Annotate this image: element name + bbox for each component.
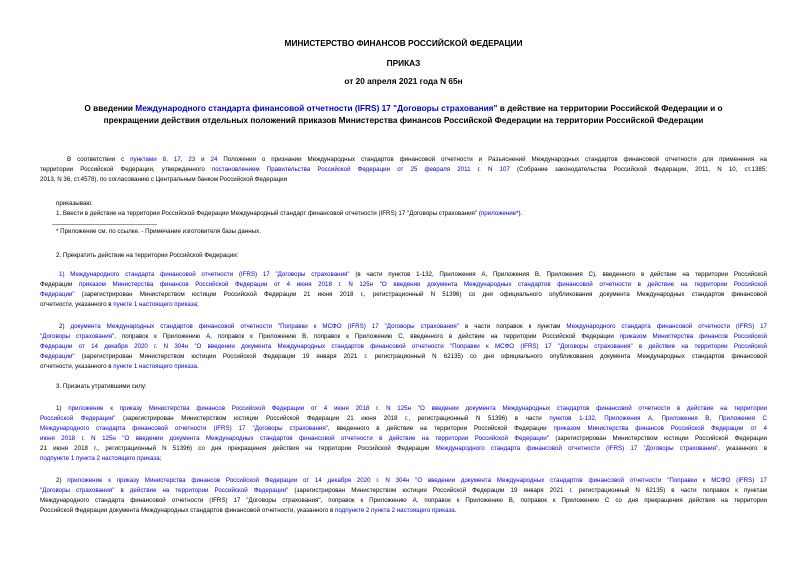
text: , поправок к Приложению A, поправок к Приложению B, поправок к Приложению C, введенного в действие на территории Российской Федерации [114,333,620,340]
text: Положения о признании Международных стандартов финансовой отчетности и Разъяснений Международных стандартов финансовой отчетности для применения на [217,156,767,163]
text: , [180,156,189,163]
appendix-125n-link[interactable]: приложение к приказу Министерства финансов Российской Федерации от 4 июня 2018 г. N 125н "О введении документа Международных стандартов финансовой отчетности в действие на территории [68,405,767,412]
footnote: * Приложение см. по ссылке. - Примечание изготовителя базы данных. [56,228,261,235]
point-24-link[interactable]: 24 [210,156,218,163]
item-1-ref-link[interactable]: пункте 1 настоящего приказа [113,363,197,370]
text: 2) [56,477,68,484]
order-125n-link[interactable]: приказом Министерства финансов Российской Федерации от 4 июня 2018 г. N 125н "О введении документа Международных стандартов финансовой отчетности в действие на территории Российской [79,281,767,288]
item-2-2-line-3 [40,342,767,351]
text: 1. Ввести в действие на территории Российской Федерации Международный стандарт финансовой отчетности (IFRS) 17 "Договоры страхования" ( [56,210,481,217]
item-2-2-line-1 [59,322,767,331]
appendix-304n-link-cont[interactable]: "Договоры страхования" в действие на территории Российской Федерации" [40,487,289,494]
text: , введенного в действие на территории Российской Федерации [327,425,554,432]
order-304n-link-end[interactable]: Федерации" [40,353,75,360]
text: 1) [56,405,69,412]
title-line2: прекращении действия отдельных положений приказов Министерства финансов Российской Федерации на территории Российской Федерации [103,115,704,125]
text: ; [159,455,162,462]
amendments-ifrs17-link[interactable]: документа Международных стандартов финансовой отчетности "Поправки к МСФО (IFRS) 17 "Договоры страхования" [70,323,459,330]
ifrs17-link[interactable]: Международного стандарта финансовой отчетности (IFRS) 17 [566,323,767,330]
item-2-2-line-5 [40,362,767,371]
text: 21 июня 2018 г., регистрационный N 51396) со дня прекращения действия на территории Российской Федерации [40,445,436,452]
item-2-1-line-4 [40,300,767,309]
text: территории Российской Федерации, утвержденного [40,166,212,173]
item-2-2-line-4 [40,352,767,361]
ifrs17-link-cont[interactable]: "Договоры страхования" [40,333,115,340]
text: , [166,156,174,163]
text: (зарегистрирован Министерством юстиции Российской Федерации 19 января 2021 г. регистрационный N 62135) со дня официального опубликования документа Международных стандартов финансовой [74,353,767,360]
text: (зарегистрирован Министерством юстиции Российской Федерации [548,435,767,442]
ifrs17-link[interactable]: 1) Международного стандарта финансовой отчетности (IFRS) 17 "Договоры страхования" [59,271,350,278]
date-number: от 20 апреля 2021 года N 65н [344,76,463,86]
text: Федерации [40,281,79,288]
item-3-1-line-3 [40,424,767,433]
item-2-2-line-2 [40,332,767,341]
subitem-2-item-2-link[interactable]: подпункте 2 пункта 2 настоящего приказа [335,507,455,514]
text: ; [196,301,199,308]
title-line1-rest: в действие на территории Российской Федерации и о [497,103,723,113]
item-1 [56,209,767,218]
preamble-line-1 [67,155,767,164]
preamble-line-3: 2013, N 36, ст.4578), по согласованию с Центральным банком Российской Федерации [40,176,288,183]
item-2-1-line-3 [40,290,767,299]
text: Российской Федерации документа Международных стандартов финансовой отчетности, указанного в [40,507,336,514]
text: *). [516,210,523,217]
ifrs17-link[interactable]: Международного стандарта финансовой отчетности (IFRS) 17 "Договоры страхования" [40,425,328,432]
point-17-link[interactable]: 17 [173,156,181,163]
item-3-2-line-1 [56,476,767,485]
text: (Собрание законодательства Российской Федерации, 2011, N 10, ст.1385; [509,166,767,173]
item-1-ref-link[interactable]: пункте 1 настоящего приказа [113,301,197,308]
text: (в части пунктов 1-132, Приложения A, Приложения B, Приложения C), введенного в действие на территории Российской [349,271,767,278]
order-304n-link-cont[interactable]: Федерации от 14 декабря 2020 г. N 304н "О введении документа Международных стандартов финансовой отчетности "Поправки к МСФО (IFRS) 17 "Договоры страхования" в действие на территории Российской [40,343,767,350]
text: в части поправок к пунктам [458,323,567,330]
item-3-heading: 3. Признать утратившими силу: [56,383,147,390]
order-word: приказываю: [56,200,93,207]
point-8-link[interactable]: пунктами 8 [130,156,167,163]
item-3-1-line-5 [40,444,767,453]
item-2-1-line-1 [59,270,767,279]
text: . [196,363,199,370]
text: В соответствии с [67,156,131,163]
text: 2) [59,323,71,330]
item-3-1-line-2 [40,414,767,423]
item-2-heading: 2. Прекратить действие на территории Российской Федерации: [56,252,239,259]
title-prefix: О введении [84,103,136,113]
appendix-304n-link[interactable]: приложение к приказу Министерства финансов Российской Федерации от 14 декабря 2020 г. N 304н "О введении документа Международных стандартов финансовой отчетности "Поправки к МСФО (IFRS) 17 [67,477,767,484]
government-decree-link[interactable]: постановлением Правительства Российской Федерации от 25 февраля 2011 г. N 107 [211,166,510,173]
item-3-1-line-4 [40,434,767,443]
text: . [454,507,457,514]
order-125n-link[interactable]: приказом Министерства финансов Российской Федерации от 4 [553,425,767,432]
document-title [40,102,767,126]
item-3-2-line-4 [40,506,767,515]
order-125n-link-cont[interactable]: Федерации" [40,291,75,298]
point-23-link[interactable]: 23 [188,156,196,163]
item-2-1-line-2 [40,280,767,289]
item-3-1-line-1 [56,404,767,413]
subitem-1-item-2-link[interactable]: подпункте 1 пункта 2 настоящего приказа [40,455,160,462]
preamble-line-2 [40,165,767,174]
appendix-125n-link-cont[interactable]: Российской Федерации" [40,415,116,422]
ifrs17-link[interactable]: Международного стандарта финансовой отчетности (IFRS) 17 "Договоры страхования" [435,445,719,452]
item-3-2-line-2 [40,486,767,495]
text: и [195,156,211,163]
ministry-name: МИНИСТЕРСТВО ФИНАНСОВ РОССИЙСКОЙ ФЕДЕРАЦИИ [284,38,523,48]
document-type: ПРИКАЗ [386,58,421,68]
title-ifrs17-link[interactable]: Международного стандарта финансовой отчетности (IFRS) 17 "Договоры страхования" [135,103,498,113]
text: отчетности, указанного в [40,363,114,370]
footnote-divider [52,224,157,225]
text: (зарегистрирован Министерством юстиции Российской Федерации 21 июня 2018 г., регистрационный N 51396) со дня официального опубликования документа Международных стандартов финансовой [74,291,767,298]
text: , указанного в [718,445,767,452]
points-1-132-link[interactable]: пунктов 1-132, Приложения A, Приложения B, Приложения C [549,415,767,422]
order-304n-link[interactable]: приказом Министерства финансов Российской [619,333,767,340]
item-3-2-line-3: Международного стандарта финансовой отчетности (IFRS) 17 "Договоры страхования", поправок к Приложению A, поправок к Приложению B, поправок к Приложению C со дня прекращения действия на территории [40,497,767,504]
appendix-link[interactable]: приложение [480,210,517,217]
text: отчетности, указанного в [40,301,114,308]
order-125n-link-cont[interactable]: июня 2018 г. N 125н "О введении документа Международных стандартов финансовой отчетности в действие на территории Российской Федерации" [40,435,549,442]
item-3-1-line-6 [40,454,767,463]
text: (зарегистрирован Министерством юстиции Российской Федерации 19 января 2021 г. регистрационный N 62135) в части поправок к пунктам [288,487,767,494]
text: (зарегистрирован Министерством юстиции Российской Федерации 21 июня 2018 г., регистрационный N 51396) в части [115,415,550,422]
